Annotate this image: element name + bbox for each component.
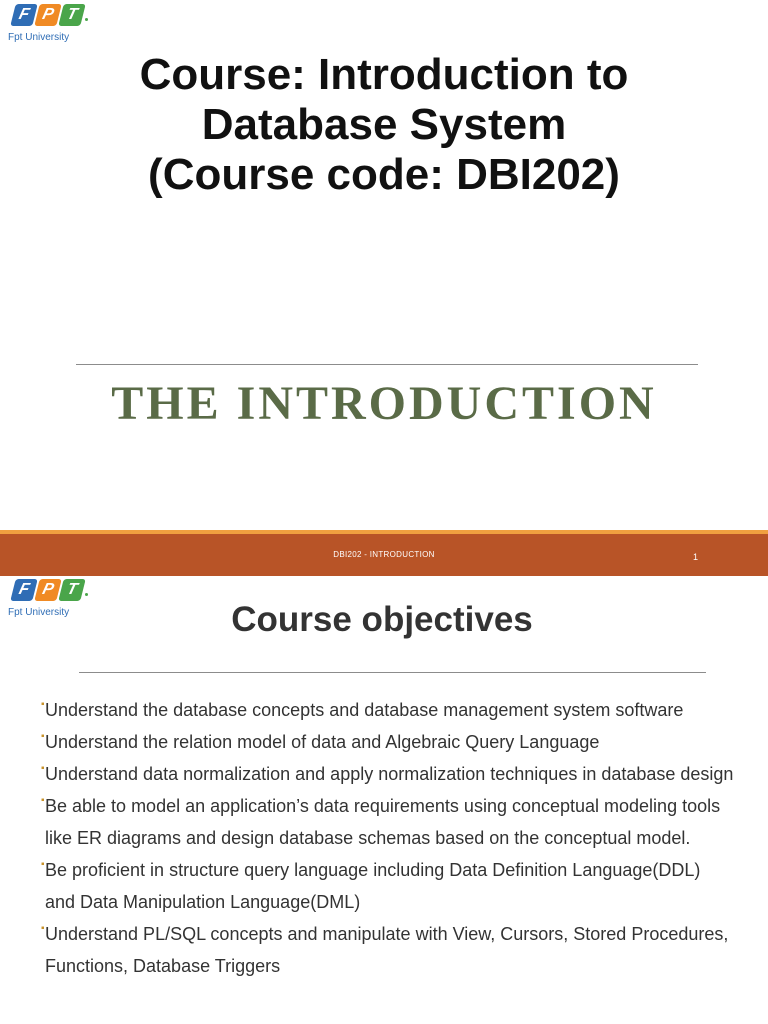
- slide-footer: [0, 534, 768, 576]
- footer-text: DBI202 - INTRODUCTION: [333, 550, 435, 559]
- objective-text: Understand data normalization and apply normalization techniques in database design: [45, 764, 734, 784]
- divider-line: [79, 672, 706, 673]
- page-number: 1: [692, 552, 698, 562]
- logo-text: Fpt University: [8, 607, 70, 618]
- logo-text: Fpt University: [8, 32, 70, 43]
- objective-text: Understand the relation model of data and Algebraic Query Language: [45, 732, 600, 752]
- logo-tile-t: T: [58, 579, 85, 601]
- objective-item: [41, 918, 735, 982]
- logo-tile-p: P: [34, 579, 61, 601]
- bullet-icon: ▪: [41, 763, 45, 774]
- objective-item: [41, 694, 735, 726]
- bullet-icon: ▪: [41, 859, 45, 870]
- objective-item: [41, 726, 735, 758]
- slide-subtitle: THE INTRODUCTION: [111, 377, 657, 430]
- logo-tile-f: F: [10, 4, 37, 26]
- slide-title: Course objectives: [231, 600, 533, 639]
- objective-item: [41, 790, 735, 854]
- bullet-icon: ▪: [41, 923, 45, 934]
- course-title-line-3: (Course code: DBI202): [148, 150, 620, 199]
- objective-item: [41, 758, 735, 790]
- course-title-line-2: Database System: [201, 100, 567, 149]
- course-title: [0, 50, 768, 200]
- bullet-icon: ▪: [41, 731, 45, 742]
- objective-item: [41, 854, 735, 918]
- logo-dot: [85, 593, 88, 596]
- objective-text: Be able to model an application’s data requirements using conceptual modeling tools like ER diagrams and design database schemas based on the conceptual model.: [45, 796, 721, 848]
- objective-text: Understand the database concepts and database management system software: [45, 700, 684, 720]
- logo-tile-t: T: [58, 4, 85, 26]
- objective-text: Understand PL/SQL concepts and manipulate with View, Cursors, Stored Procedures, Functions, Database Triggers: [45, 924, 729, 976]
- bullet-icon: ▪: [41, 795, 45, 806]
- objective-text: Be proficient in structure query language including Data Definition Language(DDL) and Data Manipulation Language(DML): [45, 860, 701, 912]
- logo-tile-p: P: [34, 4, 61, 26]
- fpt-university-logo: [7, 4, 87, 44]
- logo-dot: [85, 18, 88, 21]
- divider-line: [76, 364, 698, 365]
- course-title-line-1: Course: Introduction to: [139, 50, 629, 99]
- objectives-list: [41, 694, 735, 982]
- objectives-slide: [0, 576, 768, 1024]
- fpt-logo-mark: [9, 4, 87, 28]
- bullet-icon: ▪: [41, 699, 45, 710]
- logo-tile-f: F: [10, 579, 37, 601]
